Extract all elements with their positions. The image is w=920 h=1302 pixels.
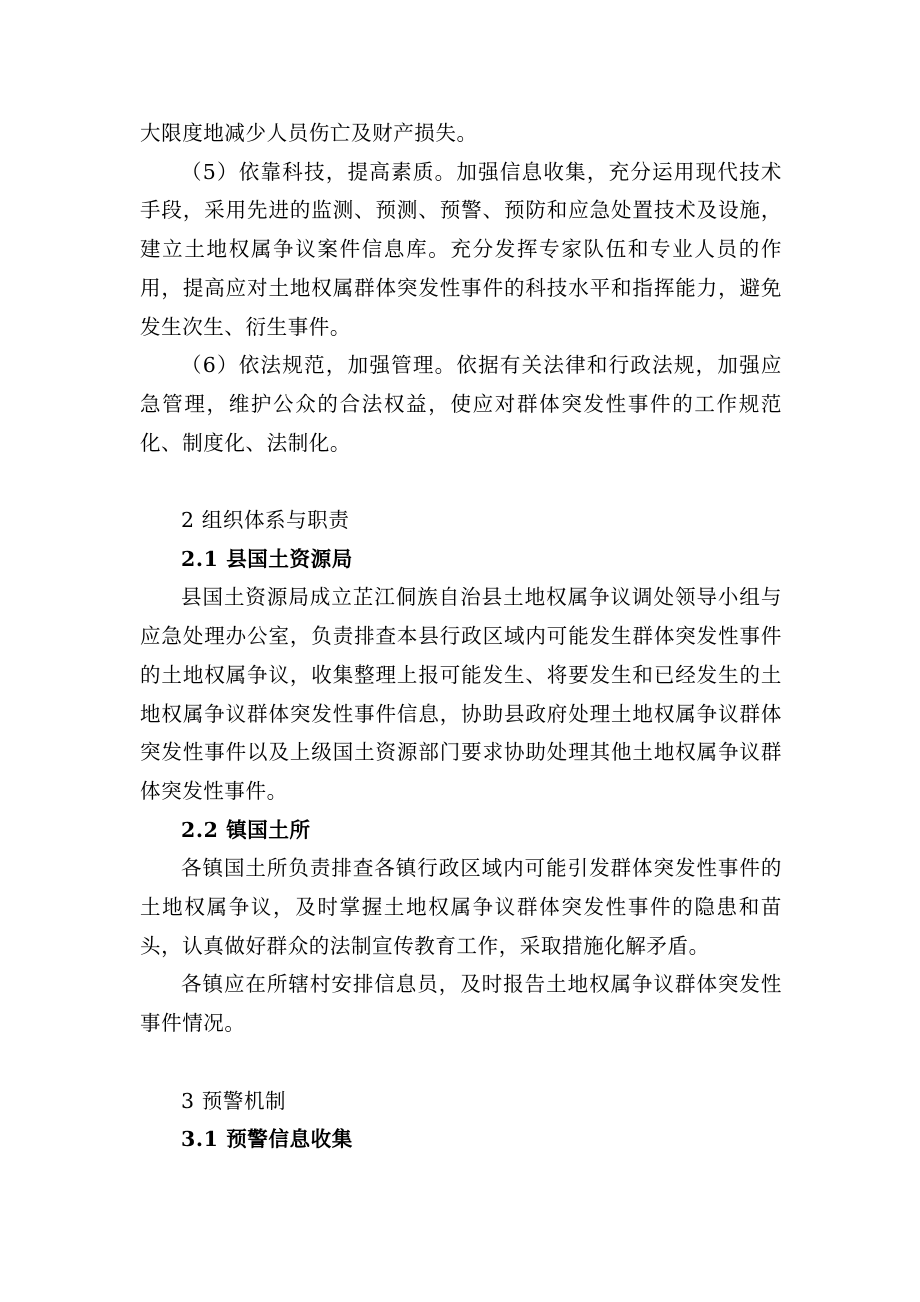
paragraph-town-office: 各镇国土所负责排查各镇行政区域内可能引发群体突发性事件的土地权属争议，及时掌握土地权属争议群体突发性事件的隐患和苗头，认真做好群众的法制宣传教育工作，采取措施化解矛盾。 [140, 856, 782, 958]
subsection-heading-3-1: 3.1 预警信息收集 [181, 1127, 353, 1152]
paragraph-principle-5: （5）依靠科技，提高素质。加强信息收集，充分运用现代技术手段，采用先进的监测、预测、预警、预防和应急处置技术及设施，建立土地权属争议案件信息库。充分发挥专家队伍和专业人员的作用，提高应对土地权属群体突发性事件的科技水平和指挥能力，避免发生次生、衍生事件。 [140, 159, 782, 339]
paragraph-information-officer: 各镇应在所辖村安排信息员，及时报告土地权属争议群体突发性事件情况。 [140, 972, 782, 1036]
section-heading-2: 2 组织体系与职责 [181, 508, 350, 533]
subsection-heading-2-2: 2.2 镇国土所 [181, 817, 311, 842]
document-body [140, 114, 782, 1159]
section-spacer [140, 1043, 782, 1082]
paragraph-principle-6: （6）依法规范，加强管理。依据有关法律和行政法规，加强应急管理，维护公众的合法权益，使应对群体突发性事件的工作规范化、制度化、法制化。 [140, 353, 782, 455]
paragraph-county-bureau: 县国土资源局成立芷江侗族自治县土地权属争议调处领导小组与应急处理办公室，负责排查本县行政区域内可能发生群体突发性事件的土地权属争议，收集整理上报可能发生、将要发生和已经发生的土地权属争议群体突发性事件信息，协助县政府处理土地权属争议群体突发性事件以及上级国土资源部门要求协助处理其他土地权属争议群体突发性事件。 [140, 585, 782, 803]
section-spacer [140, 462, 782, 501]
section-heading-3: 3 预警机制 [181, 1088, 287, 1113]
subsection-heading-2-1: 2.1 县国土资源局 [181, 546, 353, 571]
paragraph-continuation: 大限度地减少人员伤亡及财产损失。 [140, 121, 478, 145]
